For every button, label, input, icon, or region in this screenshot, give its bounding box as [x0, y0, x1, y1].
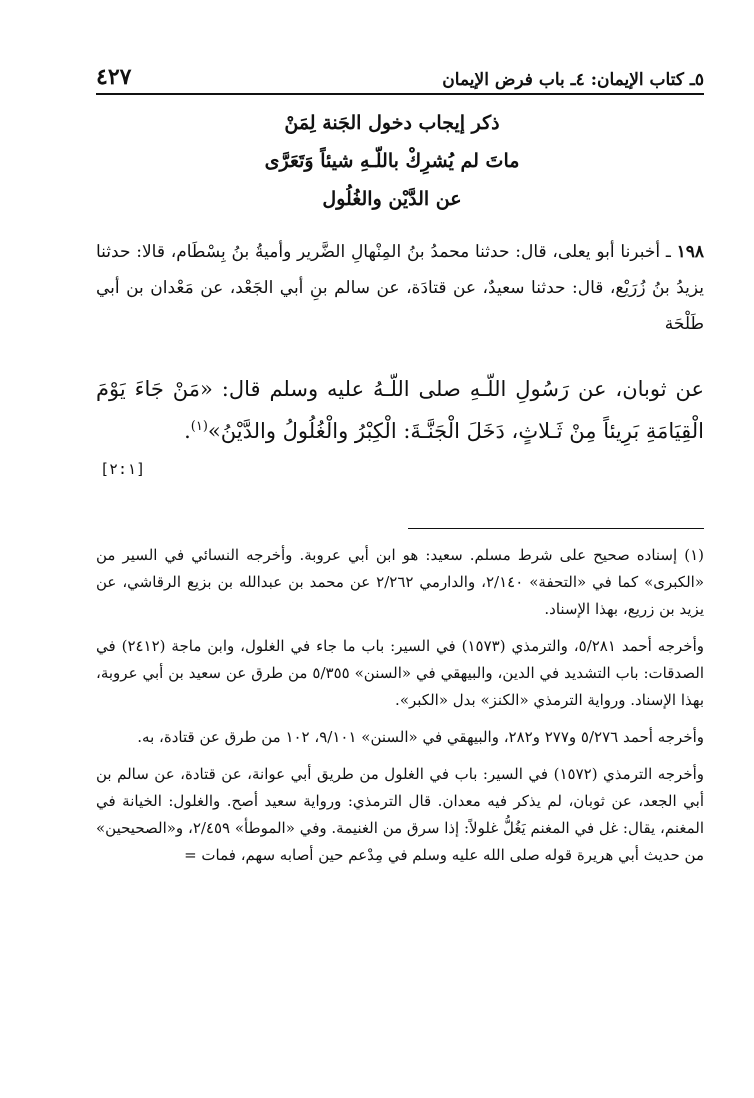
footnote-paragraph: وأخرجه الترمذي (١٥٧٢) في السير: باب في الغلول من طريق أبي عوانة، عن قتادة، عن سالم بن أبي الجعد، عن ثوبان، لم يذكر فيه معدان. قال الترمذي: ورواية سعيد أصح. والغلول: الخيانة في المغنم، يقال: غل في المغنم يَغُلُّ غلولاً: إذا سرق من الغنيمة. وفي «الموطأ» ٢/٤٥٩، و«الصحيحين» من حديث أبي هريرة قوله صلى الله عليه وسلم في مِدْعم حين أصابه سهم، فمات =: [96, 765, 705, 864]
hadith-number: ١٩٨: [676, 242, 704, 262]
chapter-title-line-2: ماتَ لم يُشرِكْ باللّـهِ شيئاً وَتَعَرَّى: [264, 150, 520, 172]
chapter-title-line-1: ذكر إيجاب دخول الجَنة لِمَنْ: [284, 112, 500, 134]
footnote-rule: [408, 528, 704, 529]
footnote-paragraph: (١) إسناده صحيح على شرط مسلم. سعيد: هو ابن أبي عروبة. وأخرجه النسائي في السير من «الكبرى» كما في «التحفة» ٢/١٤٠، والدارمي ٢/٢٦٢ عن محمد بن عبدالله بن بزيع الرقاشي، عن يزيد بن زريع، بهذا الإسناد.: [96, 546, 704, 618]
matn-ending: .: [184, 419, 191, 443]
running-head: ٥ـ كتاب الإيمان: ٤ـ باب فرض الإيمان: [442, 70, 704, 90]
footnote-paragraph: وأخرجه أحمد ٥/٢٨١، والترمذي (١٥٧٣) في السير: باب ما جاء في الغلول، وابن ماجة (٢٤١٢) في الصدقات: باب التشديد في الدين، والبيهقي في «السنن» ٥/٣٥٥ من طرق عن سعيد بن أبي عروبة، بهذا الإسناد. ورواية الترمذي «الكنز» بدل «الكبر».: [96, 637, 704, 709]
hadith-isnad: [96, 234, 704, 342]
page-header: [96, 56, 704, 90]
page-number: ٤٢٧: [96, 64, 132, 90]
footnote-marker: (١): [190, 419, 208, 434]
footnotes: [96, 542, 704, 879]
matn-text: عن ثوبان، عن رَسُولِ اللّـهِ صلى اللّـهُ عليه وسلم قال: «مَنْ جَاءَ يَوْمَ الْقِيَامَةِ بَرِيئاً مِنْ ثَـلاثٍ، دَخَلَ الْجَنَّـةَ: الْكِبْرُ والْغُلُولُ والدَّيْنُ»: [96, 377, 704, 443]
hadith-reference: [٢:١]: [100, 460, 146, 478]
header-rule: [96, 93, 704, 95]
isnad-text: ـ أخبرنا أبو يعلى، قال: حدثنا محمدُ بنُ المِنْهالِ الضَّرير وأميةُ بنُ بِسْطَام، قالا: حدثنا يزيدُ بنُ زُرَيْع، قال: حدثنا سعيدٌ، عن قتادَة، عن سالم بنِ أبي الجَعْد، عن مَعْدان بن أبي طَلْحَة: [96, 242, 704, 334]
chapter-title-line-3: عن الدَّيْن والغُلُول: [322, 188, 462, 210]
hadith-matn: [96, 368, 704, 452]
chapter-title: [120, 104, 664, 218]
footnote-paragraph: وأخرجه أحمد ٥/٢٧٦ و٢٧٧ و٢٨٢، والبيهقي في «السنن» ٩/١٠١، ١٠٢ من طرق عن قتادة، به.: [137, 728, 704, 746]
